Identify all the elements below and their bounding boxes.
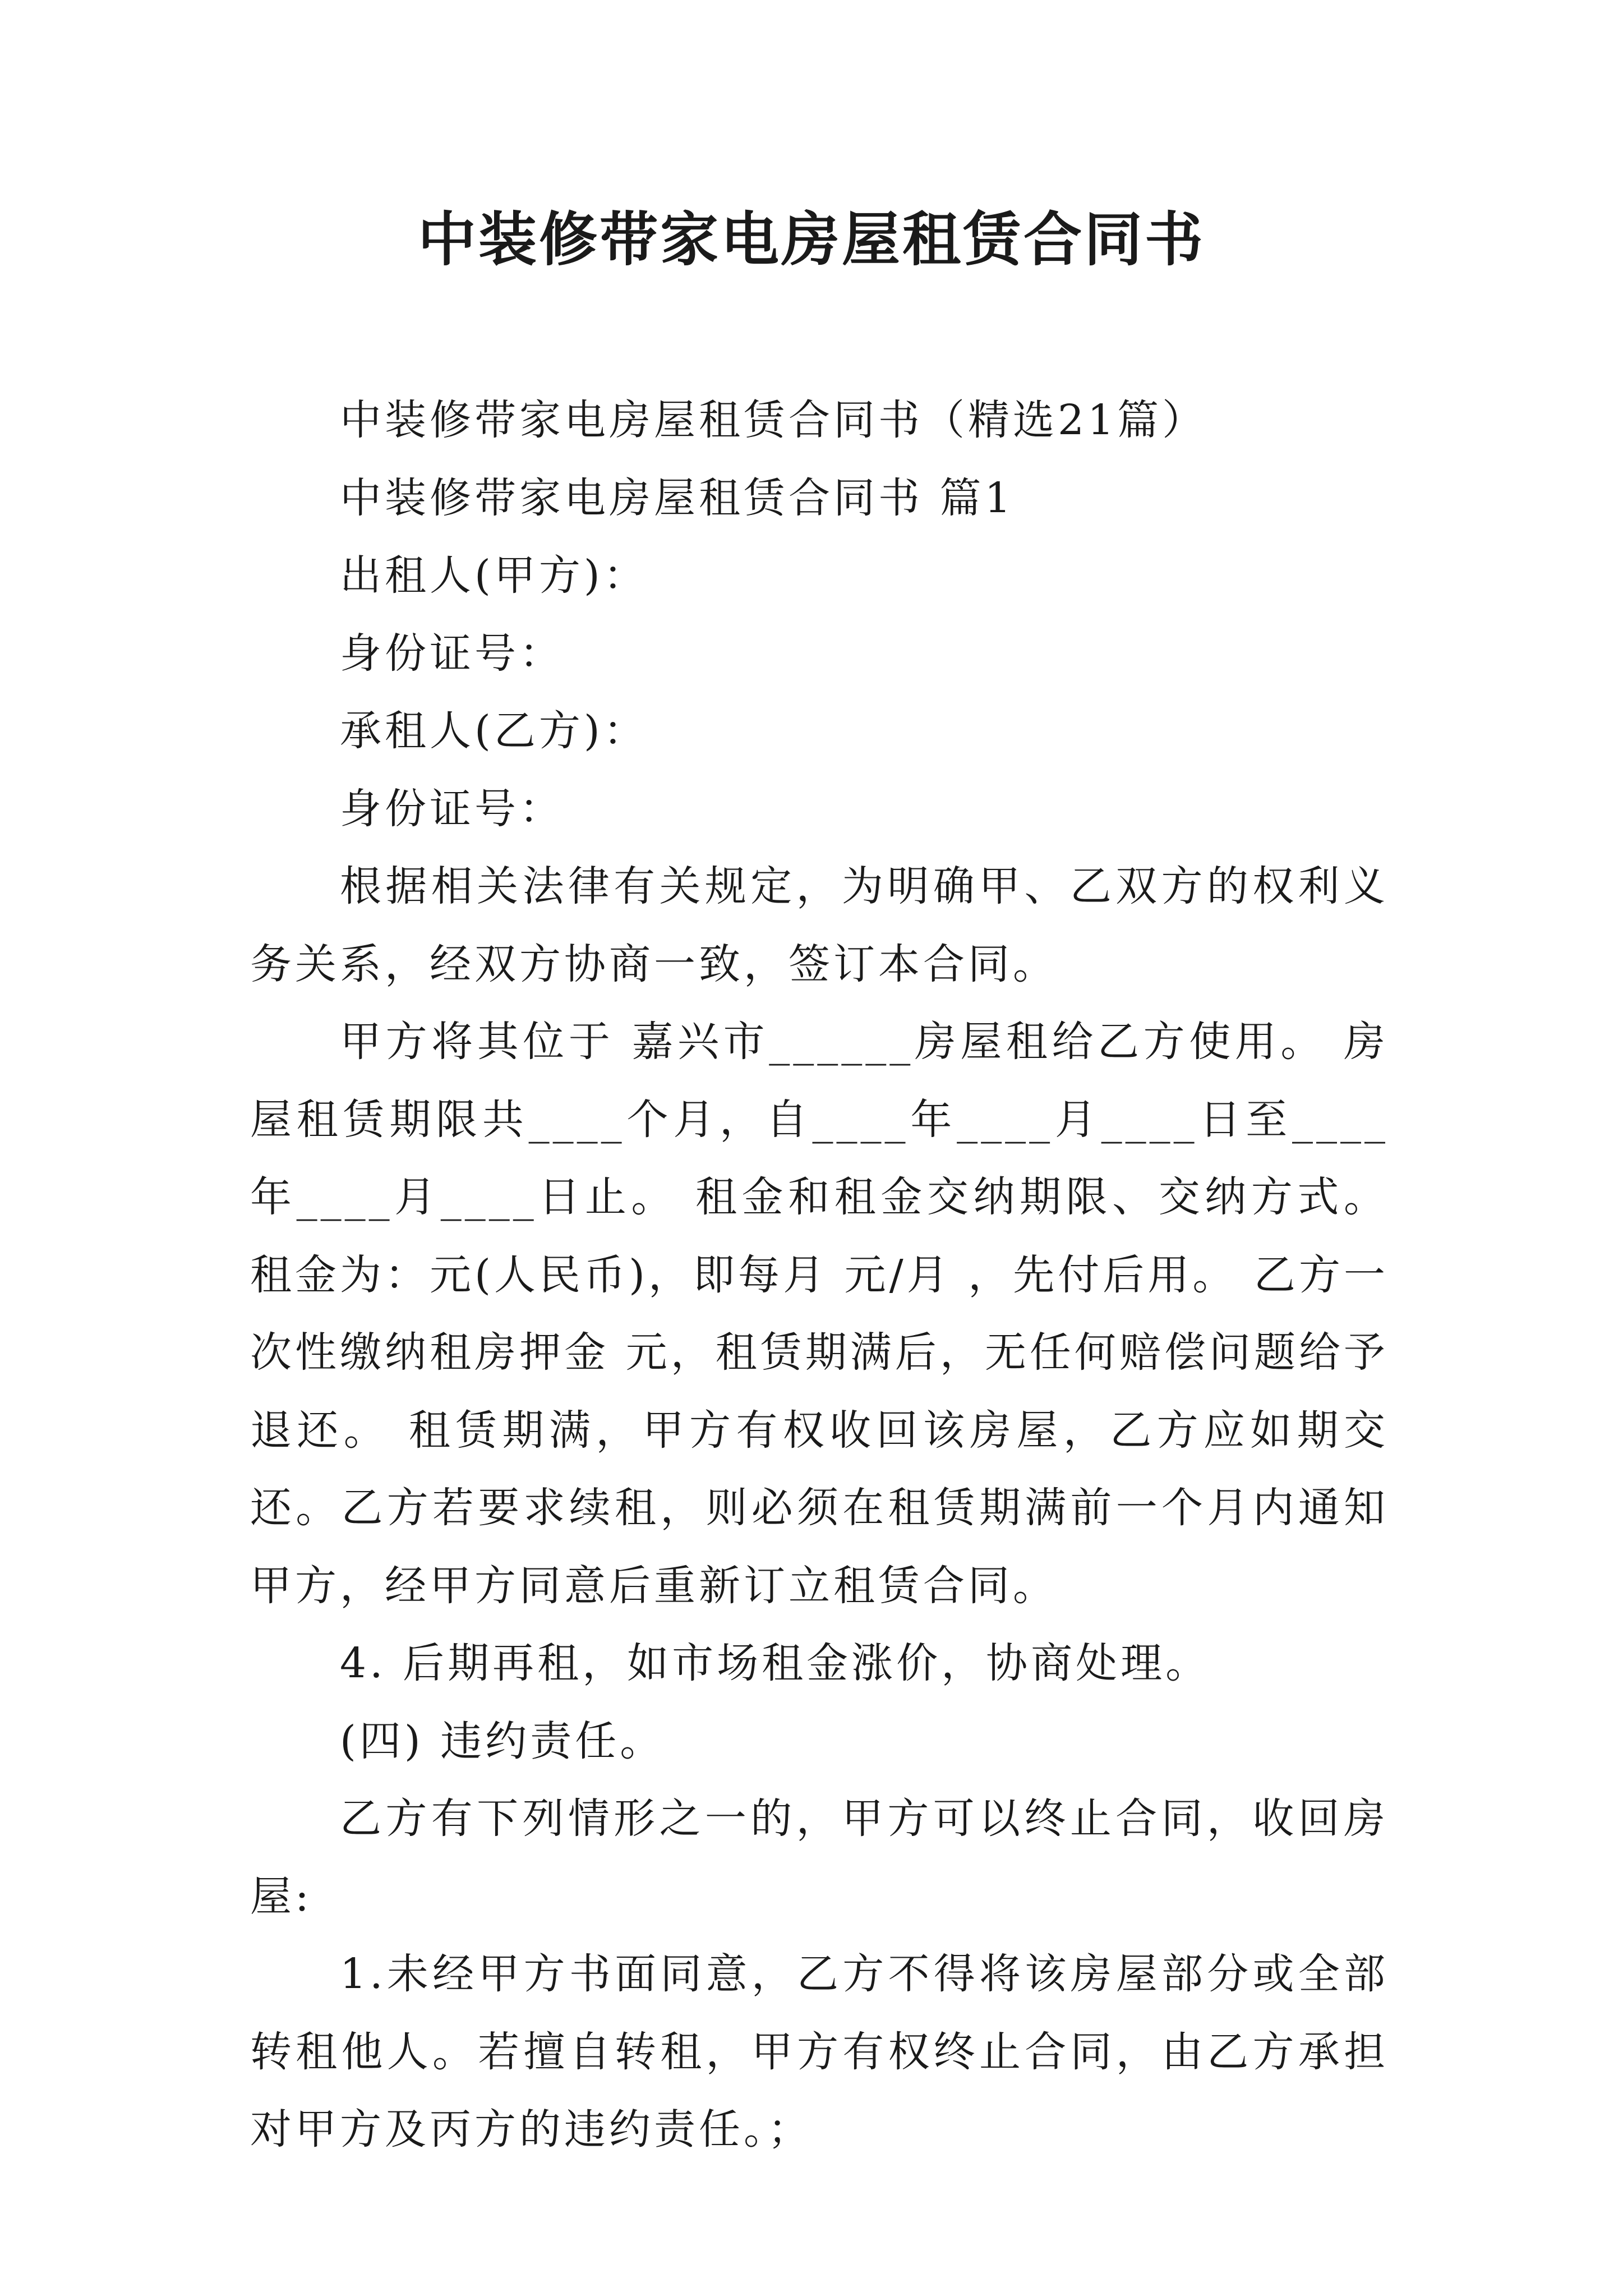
lease-terms-paragraph: 甲方将其位于 嘉兴市______房屋租给乙方使用。 房屋租赁期限共____个月，自____年____月____日至____年____月____日止。 租金和租金交纳期限、交纳方式。 租金为：元(人民币)，即每月 元/月 ，先付后用。 乙方一次性缴纳租房押金 元，租赁期满后，无任何赔偿问题给予退还。 租赁期满，甲方有权收回该房屋，乙方应如期交还。乙方若要求续租，则必须在租赁期满前一个月内通知甲方，经甲方同意后重新订立租赁合同。 [250,1018,1389,1610]
document-title: 中装修带家电房屋租赁合同书 [417,205,1205,274]
subtitle-paragraph: 中装修带家电房屋租赁合同书（精选21篇） [340,396,1207,444]
lessee-id-line: 身份证号： [340,784,564,833]
section-heading: 中装修带家电房屋租赁合同书 篇1 [340,473,1015,522]
clause-4-paragraph: 4. 后期再租，如市场租金涨价，协商处理。 [340,1639,1211,1687]
termination-intro-paragraph: 乙方有下列情形之一的，甲方可以终止合同，收回房屋: [250,1795,1389,1921]
lessor-id-line: 身份证号： [340,629,564,678]
lessee-line: 承租人(乙方)： [340,707,648,755]
breach-heading: (四) 违约责任。 [340,1717,665,1765]
preamble-paragraph: 根据相关法律有关规定，为明确甲、乙双方的权利义务关系，经双方协商一致，签订本合同。 [250,862,1389,988]
lessor-line: 出租人(甲方)： [340,551,648,600]
document-body [250,381,1389,2169]
clause-1-paragraph: 1.未经甲方书面同意，乙方不得将该房屋部分或全部转租他人。若擅自转租，甲方有权终止合同，由乙方承担对甲方及丙方的违约责任。； [250,1950,1389,2154]
